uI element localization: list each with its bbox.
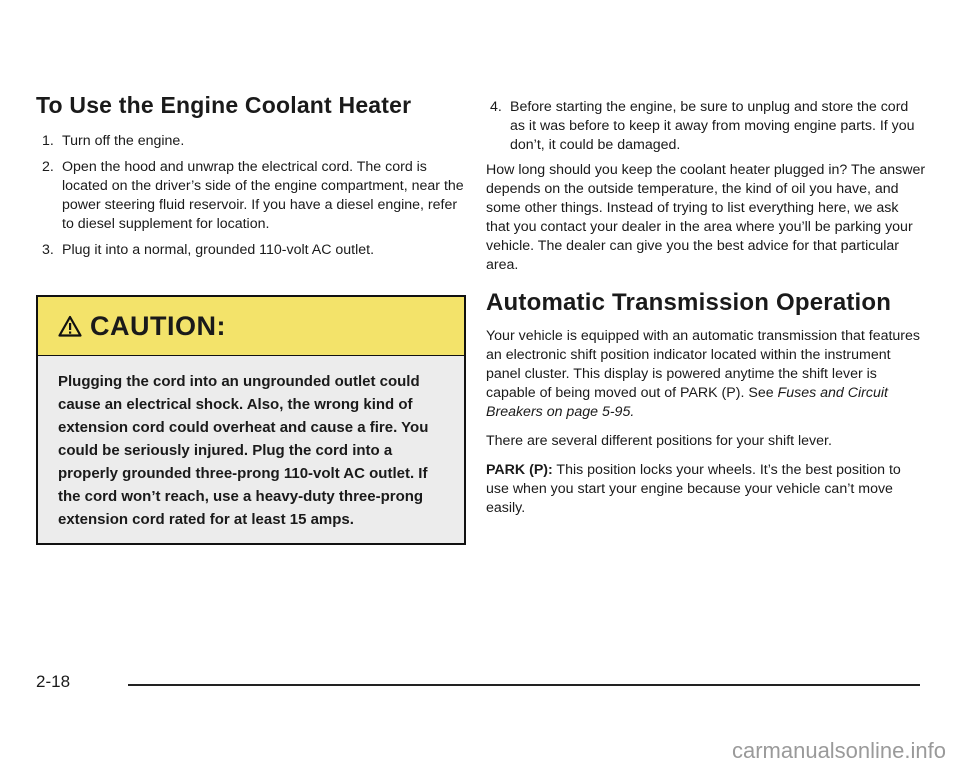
paragraph-text: Your vehicle is equipped with an automatic transmission that features an electronic shift position indicator located within the instrument panel cluster. This display is powered anytime the shift lever is capable of being moved out of PARK (P). See [486, 328, 921, 401]
list-item [486, 98, 926, 155]
cross-reference: Fuses and Circuit Breakers on page 5-95. [486, 385, 888, 420]
caution-title: CAUTION: [90, 310, 226, 341]
step-text: Turn off the engine. [62, 133, 185, 149]
step-number: 4. [490, 99, 502, 115]
paragraph-shift-positions: There are several different positions for your shift lever. [486, 433, 832, 449]
steps-list [36, 132, 466, 267]
warning-triangle-icon [58, 315, 82, 337]
paragraph-park [486, 461, 926, 518]
step-text: Plug it into a normal, grounded 110-volt AC outlet. [62, 242, 375, 258]
list-item [36, 241, 466, 260]
watermark: carmanualsonline.info [731, 738, 946, 763]
paragraph-plug-duration: How long should you keep the coolant heater plugged in? The answer depends on the outside temperature, the kind of oil you have, and some other things. Instead of trying to list everything here, we ask that you contact your dealer in the area where you’ll be parking your vehicle. The dealer can give you the best advice for that particular area. [486, 162, 926, 273]
step-text: Before starting the engine, be sure to unplug and store the cord as it was before to keep it away from moving engine parts. If you don’t, it could be damaged. [510, 99, 915, 153]
page-number: 2-18 [36, 672, 71, 691]
step-number: 3. [42, 242, 54, 258]
park-label: PARK (P): [486, 462, 553, 478]
caution-text: Plugging the cord into an ungrounded outlet could cause an electrical shock. Also, the wrong kind of extension cord could overheat and cause a fire. You could be seriously injured. Plug the cord into a properly grounded three-prong 110-volt AC outlet. If the cord won’t reach, use a heavy-duty three-prong extension cord rated for at least 15 amps. [58, 373, 429, 528]
step-number: 2. [42, 159, 54, 175]
list-item [36, 158, 466, 234]
right-column [486, 0, 926, 528]
list-item [36, 132, 466, 151]
park-text: This position locks your wheels. It’s the best position to use when you start your engine because your vehicle can’t move easily. [486, 462, 901, 516]
paragraph-transmission-intro [486, 327, 926, 422]
step-text: Open the hood and unwrap the electrical cord. The cord is located on the driver’s side of the engine compartment, near the power steering fluid reservoir. If you have a diesel engine, refer to diesel supplement for location. [62, 159, 464, 232]
section-heading-coolant-heater: To Use the Engine Coolant Heater [36, 92, 412, 118]
section-heading-transmission: Automatic Transmission Operation [486, 289, 892, 316]
step-number: 1. [42, 133, 54, 149]
caution-header [38, 297, 464, 356]
caution-box [36, 295, 466, 545]
footer-divider [128, 684, 920, 686]
